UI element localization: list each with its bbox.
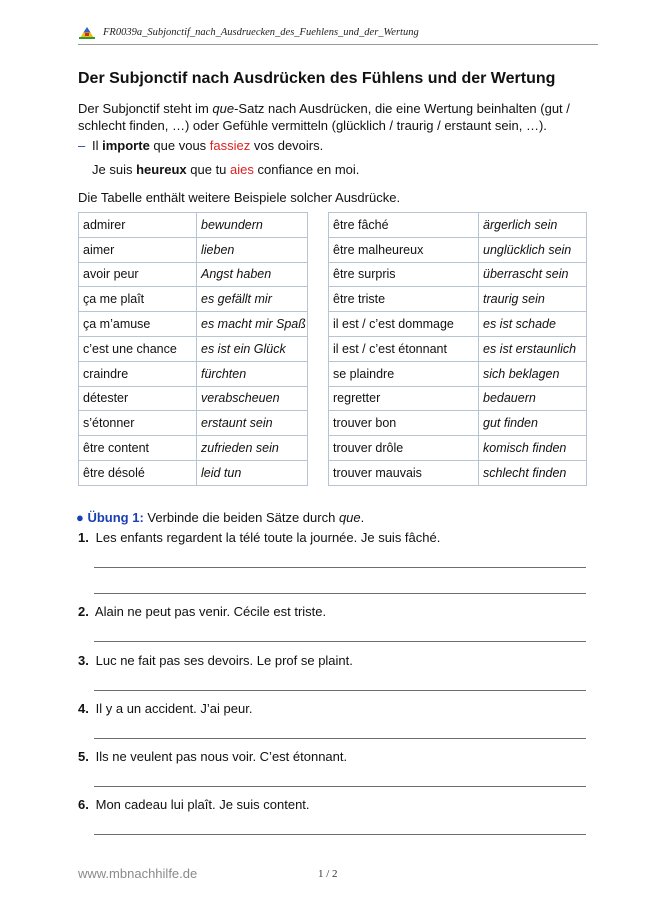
table-row — [79, 460, 308, 485]
table-cell-german: leid tun — [197, 460, 308, 485]
exercise-item-2 — [78, 604, 598, 619]
exercise-instruction: Verbinde die beiden Sätze durch — [143, 510, 339, 525]
table-cell-french: avoir peur — [79, 262, 197, 287]
exercise-number: 6. — [78, 797, 89, 812]
page-header — [78, 26, 598, 45]
table-cell-french: être surpris — [329, 262, 479, 287]
intro-text-2: -Satz nach Ausdrücken, die eine Wertung beinhalten (gut / schlecht finden, …) oder Gefühle vermitteln (glücklich / traurig / erstaunt sein, …). — [78, 101, 570, 133]
example2-text-e: confiance en moi. — [253, 162, 360, 177]
exercise-number: 5. — [78, 749, 89, 764]
page-number: 1 / 2 — [318, 868, 338, 880]
example1-verb: fassiez — [209, 138, 251, 153]
page-title: Der Subjonctif nach Ausdrücken des Fühlens und der Wertung — [78, 70, 556, 87]
exercise-item-5 — [78, 749, 598, 764]
table-cell-french: trouver drôle — [329, 436, 479, 461]
table-row — [79, 361, 308, 386]
table-row — [329, 237, 587, 262]
answer-line-5[interactable] — [94, 786, 586, 787]
exercise-que: que — [338, 510, 361, 525]
exercise-number: 4. — [78, 701, 89, 716]
table-cell-german: es ist erstaunlich — [479, 336, 587, 361]
table-cell-german: verabscheuen — [197, 386, 308, 411]
table-cell-german: bewundern — [197, 213, 308, 238]
example2-verb: aies — [230, 162, 254, 177]
exercise-heading — [76, 510, 364, 525]
table-cell-french: se plaindre — [329, 361, 479, 386]
table-cell-german: es gefällt mir — [197, 287, 308, 312]
exercise-sentence: Ils ne veulent pas nous voir. C’est étonnant. — [95, 749, 348, 764]
answer-line-6[interactable] — [94, 834, 586, 835]
table-cell-german: schlecht finden — [479, 460, 587, 485]
table-cell-french: c’est une chance — [79, 336, 197, 361]
example2-text-a: Je suis — [92, 162, 137, 177]
intro-paragraph — [78, 100, 598, 134]
table-cell-french: être triste — [329, 287, 479, 312]
table-row — [329, 460, 587, 485]
table-row — [79, 436, 308, 461]
exercise-item-3 — [78, 653, 598, 668]
table-cell-german: überrascht sein — [479, 262, 587, 287]
table-cell-french: être malheureux — [329, 237, 479, 262]
footer-website: www.mbnachhilfe.de — [78, 866, 198, 881]
vocab-table-left — [78, 212, 308, 486]
table-cell-french: craindre — [79, 361, 197, 386]
table-cell-german: ärgerlich sein — [479, 213, 587, 238]
table-cell-french: être désolé — [79, 460, 197, 485]
table-row — [79, 287, 308, 312]
exercise-item-4 — [78, 701, 598, 716]
answer-line-2[interactable] — [94, 641, 586, 642]
example1-text-a: Il — [92, 138, 103, 153]
table-cell-french: être fâché — [329, 213, 479, 238]
table-row — [329, 361, 587, 386]
table-cell-german: sich beklagen — [479, 361, 587, 386]
exercise-number: 1. — [78, 530, 89, 545]
table-cell-german: gut finden — [479, 411, 587, 436]
answer-line-1b[interactable] — [94, 593, 586, 594]
table-row — [79, 336, 308, 361]
table-row — [329, 386, 587, 411]
table-cell-french: trouver mauvais — [329, 460, 479, 485]
table-cell-german: es ist ein Glück — [197, 336, 308, 361]
example1-text-e: vos devoirs. — [250, 138, 324, 153]
table-cell-german: fürchten — [197, 361, 308, 386]
table-row — [329, 436, 587, 461]
table-cell-german: es ist schade — [479, 312, 587, 337]
table-cell-german: komisch finden — [479, 436, 587, 461]
exercise-sentence: Il y a un accident. J’ai peur. — [95, 701, 253, 716]
answer-line-4[interactable] — [94, 738, 586, 739]
table-cell-french: être content — [79, 436, 197, 461]
example2-trigger: heureux — [136, 162, 187, 177]
table-row — [329, 411, 587, 436]
table-row — [79, 411, 308, 436]
vocab-table-right — [328, 212, 587, 486]
table-cell-german: zufrieden sein — [197, 436, 308, 461]
table-intro: Die Tabelle enthält weitere Beispiele solcher Ausdrücke. — [78, 190, 401, 205]
exercise-sentence: Alain ne peut pas venir. Cécile est triste. — [94, 604, 327, 619]
table-row — [79, 312, 308, 337]
table-row — [329, 213, 587, 238]
exercise-item-6 — [78, 797, 598, 812]
table-cell-french: ça m’amuse — [79, 312, 197, 337]
table-cell-french: trouver bon — [329, 411, 479, 436]
exercise-sentence: Les enfants regardent la télé toute la journée. Je suis fâché. — [95, 530, 441, 545]
exercise-period: . — [360, 510, 365, 525]
table-cell-german: unglücklich sein — [479, 237, 587, 262]
example1-text-c: que vous — [149, 138, 210, 153]
table-row — [329, 287, 587, 312]
document-filename: FR0039a_Subjonctif_nach_Ausdruecken_des_Fuehlens_und_der_Wertung — [103, 27, 419, 38]
example-sentence-2 — [92, 162, 359, 177]
table-row — [329, 312, 587, 337]
table-row — [79, 213, 308, 238]
logo-icon — [78, 26, 96, 40]
table-row — [79, 262, 308, 287]
example1-trigger: importe — [102, 138, 150, 153]
table-cell-french: ça me plaît — [79, 287, 197, 312]
exercise-item-1 — [78, 530, 598, 545]
exercise-label: ● Übung 1: — [76, 510, 144, 525]
table-row — [79, 237, 308, 262]
table-cell-french: admirer — [79, 213, 197, 238]
exercise-number: 2. — [78, 604, 89, 619]
table-cell-french: il est / c’est dommage — [329, 312, 479, 337]
answer-line-3[interactable] — [94, 690, 586, 691]
table-cell-german: bedauern — [479, 386, 587, 411]
exercise-number: 3. — [78, 653, 89, 668]
table-cell-french: il est / c’est étonnant — [329, 336, 479, 361]
table-cell-french: s’étonner — [79, 411, 197, 436]
table-cell-french: détester — [79, 386, 197, 411]
table-row — [329, 262, 587, 287]
example-sentence-1 — [78, 138, 323, 153]
table-row — [329, 336, 587, 361]
table-cell-german: Angst haben — [197, 262, 308, 287]
exercise-sentence: Luc ne fait pas ses devoirs. Le prof se plaint. — [95, 653, 353, 668]
table-cell-french: aimer — [79, 237, 197, 262]
intro-text-1: Der Subjonctif steht im — [78, 101, 213, 116]
table-cell-german: es macht mir Spaß — [197, 312, 308, 337]
table-cell-german: lieben — [197, 237, 308, 262]
example2-text-c: que tu — [186, 162, 231, 177]
table-cell-german: erstaunt sein — [197, 411, 308, 436]
exercise-sentence: Mon cadeau lui plaît. Je suis content. — [95, 797, 310, 812]
table-cell-french: regretter — [329, 386, 479, 411]
table-cell-german: traurig sein — [479, 287, 587, 312]
example-dash: – — [78, 138, 86, 153]
table-row — [79, 386, 308, 411]
answer-line-1a[interactable] — [94, 567, 586, 568]
intro-que: que — [212, 101, 235, 116]
